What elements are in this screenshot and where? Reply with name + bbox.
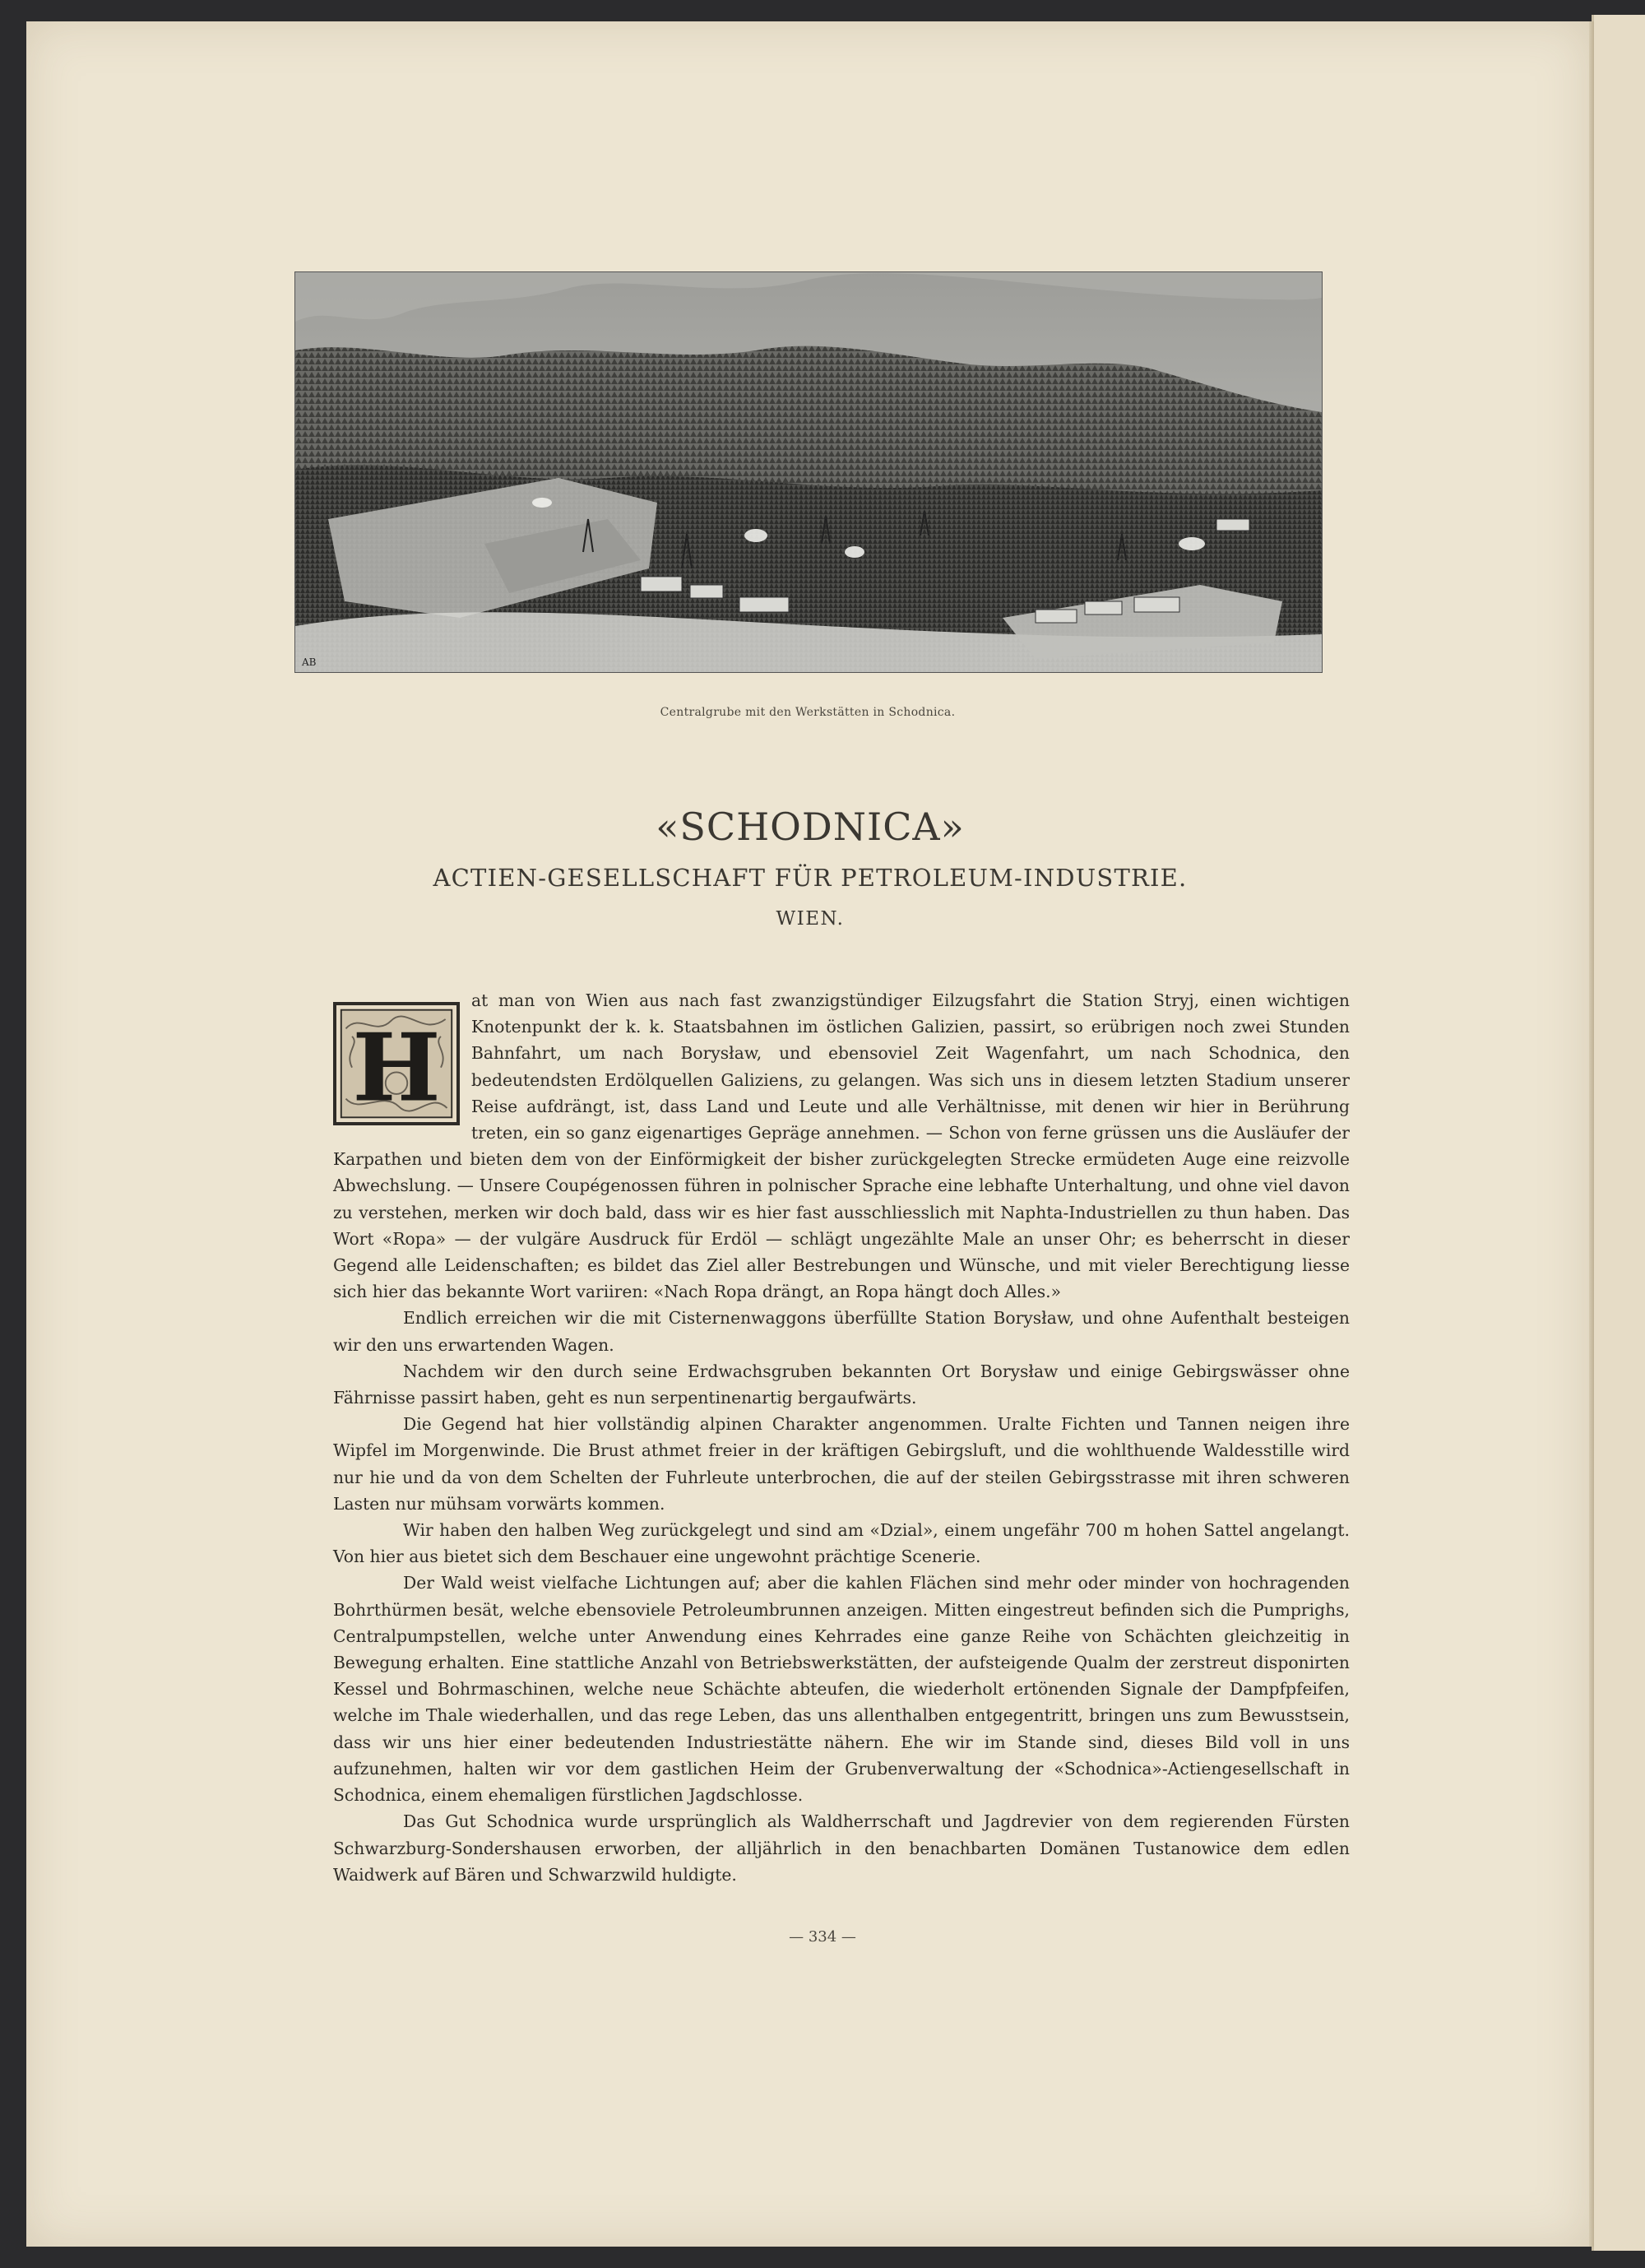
drop-cap-letter: H	[352, 1012, 441, 1122]
adjacent-page-edge	[1592, 15, 1645, 2251]
article-body	[333, 987, 1350, 1888]
artist-mark: AB	[302, 656, 317, 668]
landscape-illustration	[294, 271, 1323, 673]
paragraph-4: Die Gegend hat hier vollständig alpinen Charakter angenommen. Uralte Fichten und Tannen neigen ihre Wipfel im Morgenwinde. Die Brust athmet freier in der kräftigen Gebirgsluft, und die wohlthuende Waldesstille wird nur hie und da von dem Schelten der Fuhrleute unterbrochen, die auf der steilen Gebirgsstrasse mit ihren schweren Lasten nur mühsam vorwärts kommen.	[333, 1414, 1350, 1514]
engraving-image	[295, 272, 1322, 672]
paragraph-3: Nachdem wir den durch seine Erdwachsgruben bekannten Ort Borysław und einige Gebirgswässer ohne Fährnisse passirt haben, geht es nun serpentinenartig bergaufwärts.	[333, 1361, 1350, 1408]
paragraph-5: Wir haben den halben Weg zurückgelegt und sind am «Dzial», einem ungefähr 700 m hohen Sattel angelangt. Von hier aus bietet sich dem Beschauer eine ungewohnt prächtige Scenerie.	[333, 1520, 1350, 1567]
page-title: «SCHODNICA»	[656, 805, 965, 849]
paragraph-6: Der Wald weist vielfache Lichtungen auf; aber die kahlen Flächen sind mehr oder minder von hochragenden Bohrthürmen besät, welche ebensoviele Petroleumbrunnen anzeigen. Mitten eingestreut befinden sich die Pumprighs, Centralpumpstellen, welche unter Anwendung eines Kehrrades eine ganze Reihe von Schächten gleichzeitig in Bewegung erhalten. Eine stattliche Anzahl von Betriebswerkstätten, der aufsteigende Qualm der zerstreut disponirten Kessel und Bohrmaschinen, welche neue Schächte abteufen, die wiederholt ertönenden Signale der Dampfpfeifen, welche im Thale wiederhallen, und das rege Leben, das uns allenthalben entgegentritt, bringen uns zum Bewusstsein, dass wir uns hier einer bedeutenden Industriestätte nähern. Ehe wir im Stande sind, dieses Bild voll in uns aufzunehmen, halten wir vor dem gastlichen Heim der Grubenverwaltung der «Schodnica»-Actiengesellschaft in Schodnica, einem ehemaligen fürstlichen Jagdschlosse.	[333, 1573, 1350, 1806]
paragraph-2: Endlich erreichen wir die mit Cisternenwaggons überfüllte Station Borysław, und ohne Aufenthalt besteigen wir den uns erwartenden Wagen.	[333, 1308, 1350, 1355]
page-edge-shadow	[1589, 21, 1594, 2247]
paragraph-7: Das Gut Schodnica wurde ursprünglich als Waldherrschaft und Jagdrevier von dem regierenden Fürsten Schwarzburg-Sondershausen erworben, der alljährlich in den benachbarten Domänen Tustanowice dem edlen Waidwerk auf Bären und Schwarzwild huldigte.	[333, 1811, 1350, 1885]
city-label: WIEN.	[776, 908, 845, 930]
illustration-caption: Centralgrube mit den Werkstätten in Schodnica.	[660, 706, 956, 719]
page-number: — 334 —	[789, 1928, 856, 1946]
company-subtitle: ACTIEN-GESELLSCHAFT FÜR PETROLEUM-INDUSTRIE.	[433, 864, 1188, 892]
paragraph-1: at man von Wien aus nach fast zwanzigstündiger Eilzugsfahrt die Station Stryj, einen wichtigen Knotenpunkt der k. k. Staatsbahnen im östlichen Galizien, passirt, so erübrigen noch zwei Stunden Bahnfahrt, um nach Borysław, und ebensoviel Zeit Wagenfahrt, um nach Schodnica, den bedeutendsten Erdölquellen Galiziens, zu gelangen. Was sich uns in diesem letzten Stadium unserer Reise aufdrängt, ist, dass Land und Leute und alle Verhältnisse, mit denen wir hier in Berührung treten, ein so ganz eigenartiges Gepräge annehmen. — Schon von ferne grüssen uns die Ausläufer der Karpathen und bieten dem von der Einförmigkeit der bisher zurückgelegten Strecke ermüdeten Auge eine reizvolle Abwechslung. — Unsere Coupégenossen führen in polnischer Sprache eine lebhafte Unterhaltung, und ohne viel davon zu verstehen, merken wir doch bald, dass wir es hier fast ausschliesslich mit Naphta-Industriellen zu thun haben. Das Wort «Ropa» — der vulgäre Ausdruck für Erdöl — schlägt ungezählte Male an unser Ohr; es beherrscht in dieser Gegend alle Leidenschaften; es bildet das Ziel aller Bestrebungen und Wünsche, und mit vieler Berechtigung liesse sich hier das bekannte Wort variiren: «Nach Ropa drängt, an Ropa hängt doch Alles.»	[333, 990, 1350, 1302]
